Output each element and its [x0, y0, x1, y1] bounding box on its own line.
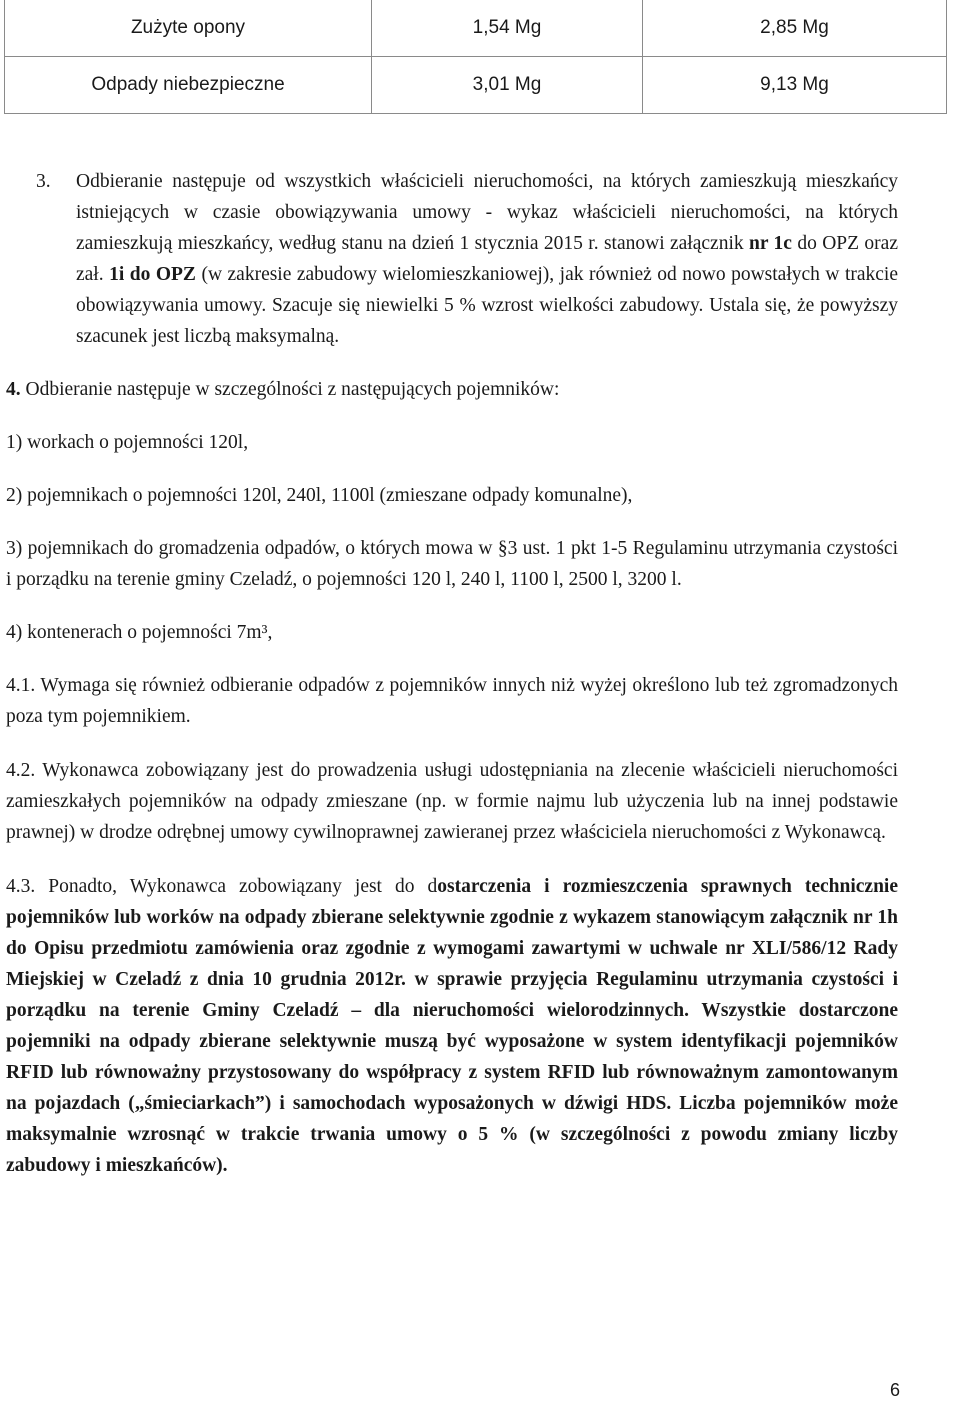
paragraph-text: do OPZ oraz zał.	[76, 233, 898, 285]
paragraph-3	[6, 166, 898, 352]
paragraph-text: Odbieranie następuje w szczególności z następujących pojemników:	[20, 379, 560, 400]
value-cell: 3,01 Mg	[372, 57, 643, 114]
page-number: 6	[889, 1380, 900, 1400]
bold-text: ostarczenia i rozmieszczenia sprawnych technicznie pojemników lub worków na odpady zbierane selektywnie zgodnie z wykazem stanowiącym załącznik nr 1h do Opisu przedmiotu zamówienia oraz zgodnie z wymogami zawartymi w uchwale nr XLI/586/12 Rady Miejskiej w Czeladź z dnia 10 grudnia 2012r. w sprawie przyjęcia Regulaminu utrzymania czystości i porządku na terenie Gminy Czeladź – dla nieruchomości wielorodzinnych. Wszystkie dostarczone pojemniki na odpady zbierane selektywnie muszą być wyposażone w system identyfikacji pojemników RFID lub równoważny przystosowany do współpracy z system RFID lub równoważnym zamontowanym na pojazdach („śmieciarkach”) i samochodach wyposażonych w dźwigi HDS. Liczba pojemników może maksymalnie wzrosnąć w trakcie trwania umowy o 5 % (w szczególności z powodu zmiany liczby zabudowy i mieszkańców).	[6, 876, 899, 1176]
table-row	[5, 57, 947, 114]
bold-text: nr 1c	[749, 233, 792, 254]
list-item: 1) workach o pojemności 120l,	[6, 432, 249, 453]
paragraph-4-1: 4.1. Wymaga się również odbieranie odpadów z pojemników innych niż wyżej określono lub też zgromadzonych poza tym pojemnikiem.	[6, 675, 898, 727]
list-item: 3) pojemnikach do gromadzenia odpadów, o których mowa w §3 ust. 1 pkt 1-5 Regulaminu utrzymania czystości i porządku na terenie gminy Czeladź, o pojemności 120 l, 240 l, 1100 l, 2500 l, 3200 l.	[6, 538, 898, 590]
value-cell: 2,85 Mg	[643, 0, 947, 57]
paragraph-number: 4.	[6, 379, 21, 400]
paragraph-text: Odbieranie następuje od wszystkich właścicieli nieruchomości, na których zamieszkują mieszkańcy istniejących w czasie obowiązywania umowy - wykaz właścicieli nieruchomości, na których zamieszkują mieszkańcy, według stanu na dzień 1 stycznia 2015 r. stanowi załącznik	[76, 171, 898, 254]
waste-type-cell: Odpady niebezpieczne	[5, 57, 372, 114]
paragraph-number: 3.	[36, 171, 51, 192]
paragraph-text: 4.3. Ponadto, Wykonawca zobowiązany jest do d	[6, 876, 438, 897]
paragraph-4-2: 4.2. Wykonawca zobowiązany jest do prowadzenia usługi udostępniania na zlecenie właścicieli nieruchomości zamieszkałych pojemników na odpady zmieszane (np. w formie najmu lub użyczenia lub na innej podstawie prawnej) w drodze odrębnej umowy cywilnoprawnej zawieranej przez właściciela nieruchomości z Wykonawcą.	[6, 760, 898, 843]
paragraph-4-3	[6, 871, 898, 1181]
paragraph-4	[6, 374, 898, 405]
list-item: 4) kontenerach o pojemności 7m³,	[6, 622, 273, 643]
waste-type-cell: Zużyte opony	[5, 0, 372, 57]
table-row	[5, 0, 947, 57]
waste-table	[4, 0, 947, 114]
list-item: 2) pojemnikach o pojemności 120l, 240l, 1100l (zmieszane odpady komunalne),	[6, 485, 633, 506]
value-cell: 1,54 Mg	[372, 0, 643, 57]
bold-text: 1i do OPZ	[109, 264, 196, 285]
paragraph-text: (w zakresie zabudowy wielomieszkaniowej), jak również od nowo powstałych w trakcie obowiązywania umowy. Szacuje się niewielki 5 % wzrost wielkości zabudowy. Ustala się, że powyższy szacunek jest liczbą maksymalną.	[76, 264, 898, 347]
document-body	[6, 166, 898, 1181]
value-cell: 9,13 Mg	[643, 57, 947, 114]
